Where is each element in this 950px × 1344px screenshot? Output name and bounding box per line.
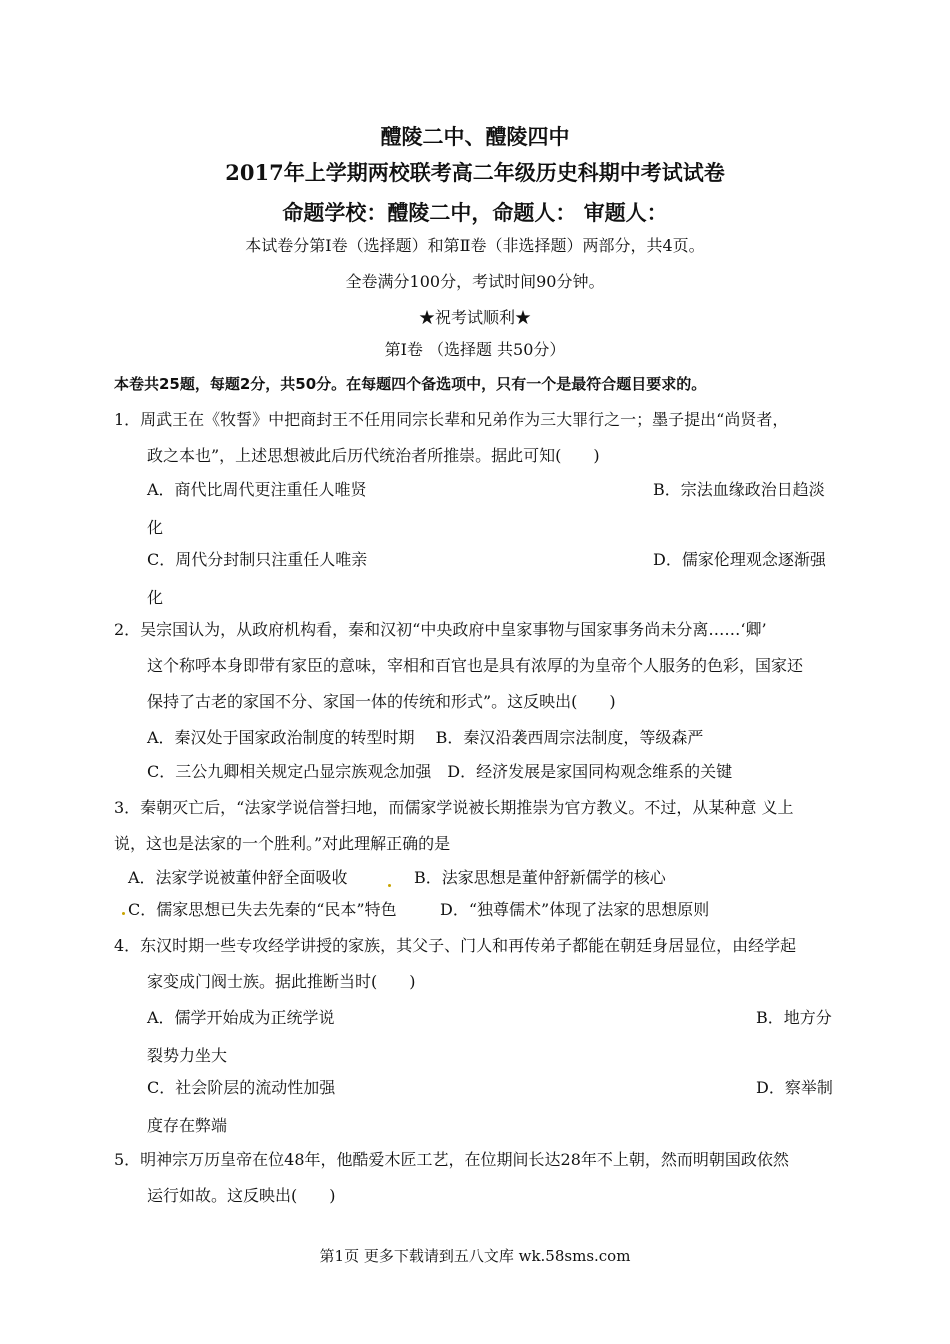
section-title: 第Ⅰ卷 （选择题 共50分）: [384, 340, 566, 359]
school-title: 醴陵二中、醴陵四中: [380, 124, 570, 149]
options-a-b: A．秦汉处于国家政治制度的转型时期 B．秦汉沿袭西周宗法制度，等级森严: [147, 728, 704, 747]
option-b: B．宗法血缘政治日趋淡: [653, 480, 825, 499]
question-stem: 运行如故。这反映出( ): [147, 1186, 336, 1205]
question-stem: 保持了古老的家国不分、家国一体的传统和形式”。这反映出( ): [147, 692, 616, 711]
question-stem: 2．吴宗国认为，从政府机构看，秦和汉初“中央政府中皇家事物与国家事务尚未分离……‘卿’: [114, 620, 767, 639]
question-stem: 家变成门阀士族。据此推断当时( ): [147, 972, 416, 991]
option-a: A．商代比周代更注重任人唯贤: [147, 480, 367, 499]
option-b: B．法家思想是董仲舒新儒学的核心: [414, 868, 666, 887]
author-line: 命题学校：醴陵二中，命题人： 审题人：: [282, 200, 668, 225]
question-stem: 3．秦朝灭亡后，“法家学说信誉扫地，而儒家学说被长期推崇为官方教义。不过，从某种意 义上: [114, 798, 794, 817]
good-luck-wish: ★祝考试顺利★: [418, 308, 531, 327]
option-b: B．地方分: [756, 1008, 832, 1027]
options-c-d: C．三公九卿相关规定凸显宗族观念加强 D．经济发展是家国同构观念维系的关键: [147, 762, 733, 781]
option-d: D．儒家伦理观念逐渐强: [653, 550, 826, 569]
question-stem: 政之本也”，上述思想被此后历代统治者所推崇。据此可知( ): [147, 446, 600, 465]
option-a: A．法家学说被董仲舒全面吸收: [128, 868, 348, 887]
question-stem: 5．明神宗万历皇帝在位48年，他酷爱木匠工艺，在位期间长达28年不上朝，然而明朝国政依然: [114, 1150, 789, 1169]
section-instruction: 本卷共25题，每题2分，共50分。在每题四个备选项中，只有一个是最符合题目要求的。: [114, 375, 707, 393]
option-c: C．社会阶层的流动性加强: [147, 1078, 336, 1097]
question-stem: 4．东汉时期一些专攻经学讲授的家族，其父子、门人和再传弟子都能在朝廷身居显位，由经学起: [114, 936, 797, 955]
option-b-continued: 裂势力坐大: [147, 1046, 228, 1065]
option-c: C．儒家思想已失去先秦的“民本”特色: [128, 900, 397, 919]
page-footer: 第1页 更多下载请到五八文库 wk.58sms.com: [319, 1247, 631, 1265]
question-stem: 说，这也是法家的一个胜利。”对此理解正确的是: [114, 834, 451, 853]
option-d-continued: 度存在弊端: [147, 1116, 228, 1135]
speck-mark: [122, 912, 125, 915]
exam-info-parts: 本试卷分第Ⅰ卷（选择题）和第Ⅱ卷（非选择题）两部分，共4页。: [245, 236, 705, 255]
option-a: A．儒学开始成为正统学说: [147, 1008, 335, 1027]
exam-title: 2017年上学期两校联考高二年级历史科期中考试试卷: [225, 160, 725, 185]
question-stem: 1．周武王在《牧誓》中把商封王不任用同宗长辈和兄弟作为三大罪行之一；墨子提出“尚贤者，: [114, 410, 789, 429]
exam-info-score: 全卷满分100分，考试时间90分钟。: [345, 272, 605, 291]
option-b-continued: 化: [147, 518, 164, 537]
option-c: C．周代分封制只注重任人唯亲: [147, 550, 368, 569]
question-stem: 这个称呼本身即带有家臣的意味，宰相和百官也是具有浓厚的为皇帝个人服务的色彩，国家还: [147, 656, 804, 675]
option-d: D．察举制: [756, 1078, 833, 1097]
option-d-continued: 化: [147, 588, 164, 607]
speck-mark: [388, 884, 391, 887]
option-d: D．“独尊儒术”体现了法家的思想原则: [440, 900, 710, 919]
